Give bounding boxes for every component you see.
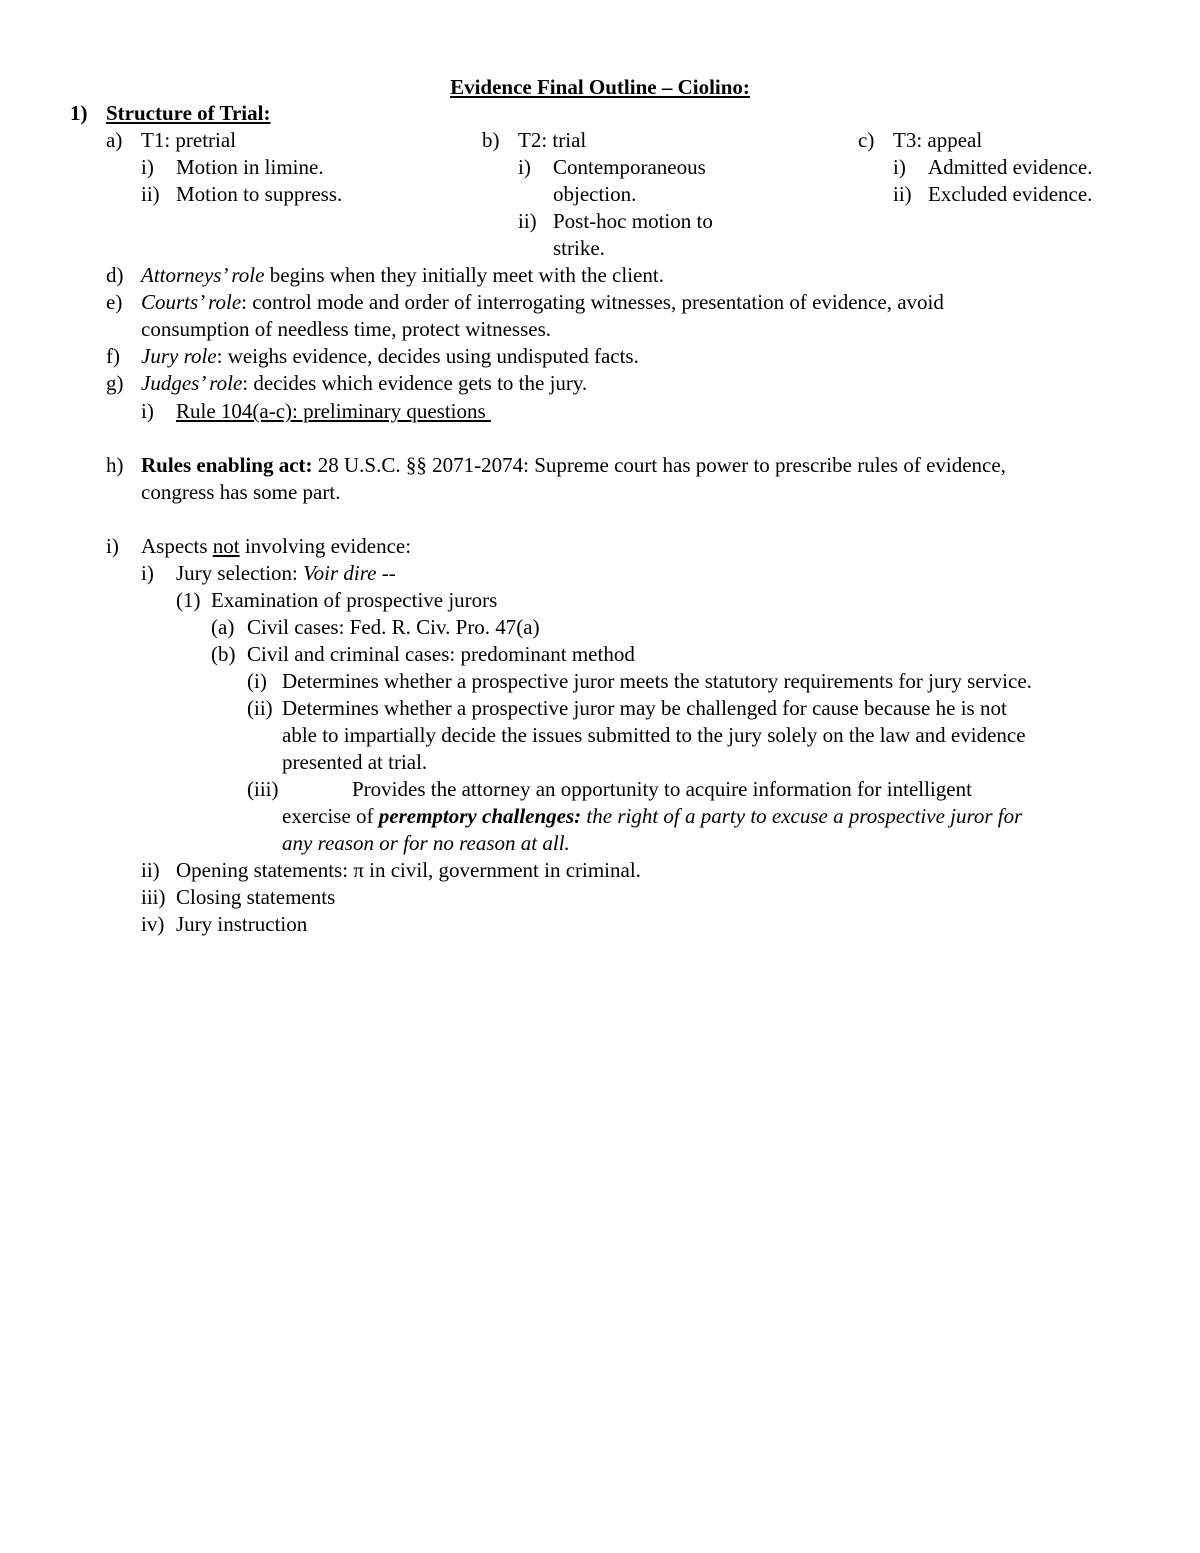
item-text: presented at trial.: [282, 750, 428, 774]
item-text: Civil and criminal cases: predominant method: [247, 642, 635, 666]
item-text: Determines whether a prospective juror may be challenged for cause because he is not: [282, 696, 1007, 720]
underlined-word: not: [212, 534, 240, 558]
item-text: begins when they initially meet with the client.: [264, 263, 664, 287]
column-label: T3: appeal: [893, 128, 983, 152]
list-marker: iii): [141, 885, 166, 909]
list-marker: iv): [141, 912, 165, 936]
list-marker: c): [858, 128, 875, 152]
list-marker: b): [482, 128, 500, 152]
list-item: Motion in limine.: [176, 155, 324, 179]
list-item: Contemporaneous: [553, 155, 706, 179]
column-label: T2: trial: [518, 128, 587, 152]
list-item: Excluded evidence.: [928, 182, 1093, 206]
list-marker: (ii): [247, 696, 273, 720]
list-marker: (a): [211, 615, 235, 639]
item-text: --: [376, 561, 396, 585]
item-text: : weighs evidence, decides using undisputed facts.: [216, 344, 639, 368]
list-marker: 1): [70, 101, 88, 125]
item-text: : control mode and order of interrogating witnesses, presentation of evidence, avoid: [241, 290, 944, 314]
list-marker: i): [141, 155, 154, 179]
list-marker: a): [106, 128, 123, 152]
role-term: Courts’ role: [141, 290, 242, 314]
item-text: Jury selection:: [176, 561, 304, 585]
item-text: : decides which evidence gets to the jury.: [242, 371, 588, 395]
list-item: Motion to suppress.: [176, 182, 343, 206]
item-text: congress has some part.: [141, 480, 341, 504]
role-term: Jury role: [141, 344, 217, 368]
item-text: able to impartially decide the issues submitted to the jury solely on the law and evidence: [282, 723, 1026, 747]
item-text: Determines whether a prospective juror meets the statutory requirements for jury service.: [282, 669, 1032, 693]
list-marker: ii): [518, 209, 537, 233]
list-marker: i): [141, 561, 154, 585]
list-marker: i): [893, 155, 906, 179]
list-marker: i): [106, 534, 119, 558]
list-item-continued: strike.: [553, 236, 605, 260]
item-text: Jury instruction: [176, 912, 308, 936]
list-marker: (iii): [247, 777, 279, 801]
item-text: Closing statements: [176, 885, 336, 909]
list-marker: (b): [211, 642, 236, 666]
role-term: Judges’ role: [141, 371, 243, 395]
item-text: Aspects: [141, 534, 213, 558]
document-title: Evidence Final Outline – Ciolino:: [450, 75, 750, 99]
list-marker: g): [106, 371, 124, 395]
list-marker: (i): [247, 669, 267, 693]
item-text: Provides the attorney an opportunity to acquire information for intelligent: [352, 777, 972, 801]
list-marker: i): [518, 155, 531, 179]
item-text: Civil cases: Fed. R. Civ. Pro. 47(a): [247, 615, 540, 639]
section-heading: Structure of Trial:: [106, 101, 271, 125]
list-marker: ii): [141, 182, 160, 206]
bold-term: Rules enabling act:: [141, 453, 313, 477]
bold-italic-term: peremptory challenges:: [378, 804, 582, 828]
italic-text: any reason or for no reason at all.: [282, 831, 570, 855]
list-marker: f): [106, 344, 120, 368]
italic-term: Voir dire: [303, 561, 377, 585]
item-text: 28 U.S.C. §§ 2071-2074: Supreme court has power to prescribe rules of evidence,: [312, 453, 1006, 477]
list-marker: d): [106, 263, 124, 287]
list-marker: e): [106, 290, 123, 314]
list-item: Admitted evidence.: [928, 155, 1093, 179]
item-text: Opening statements: π in civil, government in criminal.: [176, 858, 641, 882]
role-term: Attorneys’ role: [141, 263, 265, 287]
list-marker: h): [106, 453, 124, 477]
item-text: exercise of: [282, 804, 379, 828]
item-text: Examination of prospective jurors: [211, 588, 498, 612]
rule-reference: Rule 104(a-c): preliminary questions: [176, 399, 491, 423]
list-marker: ii): [893, 182, 912, 206]
list-marker: (1): [176, 588, 201, 612]
list-item-continued: objection.: [553, 182, 637, 206]
list-marker: ii): [141, 858, 160, 882]
item-text: consumption of needless time, protect witnesses.: [141, 317, 552, 341]
item-text: involving evidence:: [239, 534, 412, 558]
list-marker: i): [141, 399, 154, 423]
column-label: T1: pretrial: [141, 128, 237, 152]
italic-text: the right of a party to excuse a prospective juror for: [581, 804, 1023, 828]
list-item: Post-hoc motion to: [553, 209, 713, 233]
